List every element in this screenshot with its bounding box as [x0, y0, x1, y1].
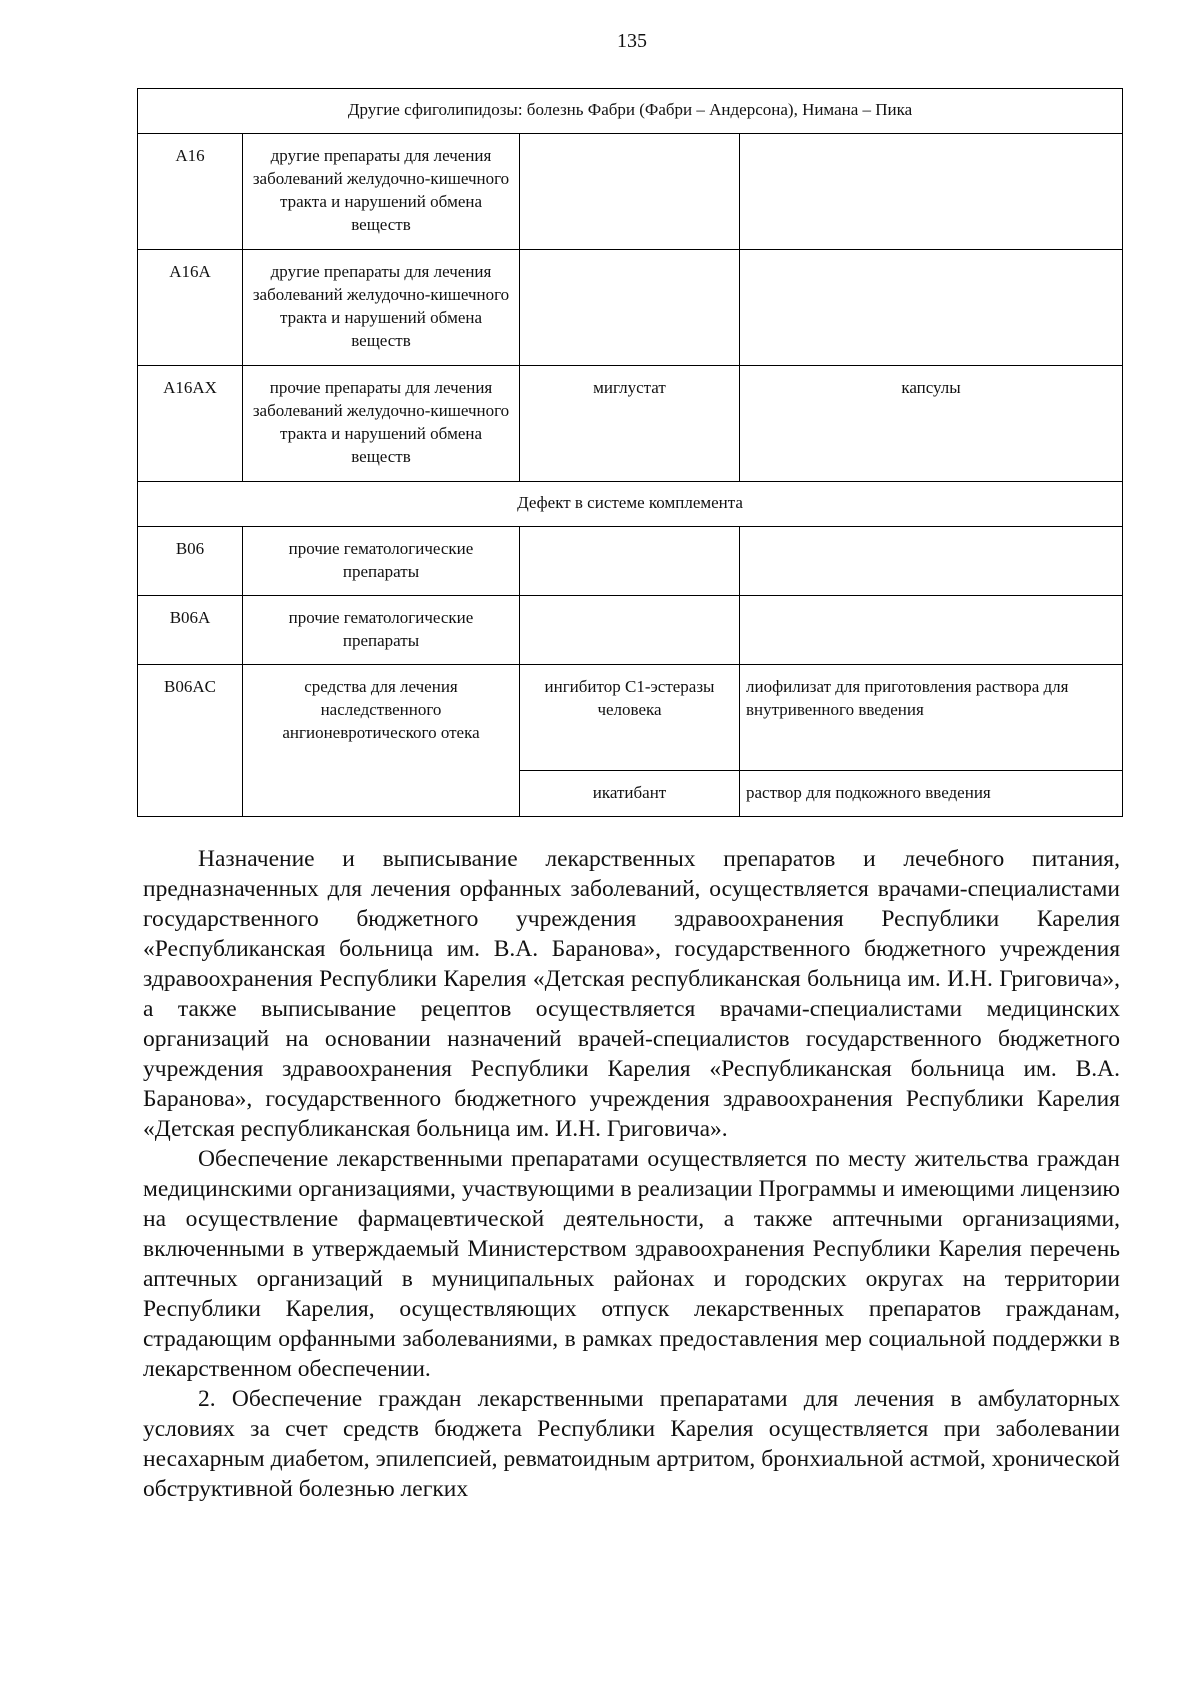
table-row	[138, 596, 1123, 665]
atc-code: B06	[138, 527, 243, 596]
dosage-form	[740, 596, 1123, 665]
table-row	[138, 134, 1123, 250]
drug-table	[137, 88, 1123, 817]
drug-name	[520, 134, 740, 250]
section-title: Дефект в системе комплемента	[138, 482, 1123, 527]
table-row	[138, 527, 1123, 596]
atc-code: B06A	[138, 596, 243, 665]
atc-group: прочие гематологические препараты	[243, 527, 520, 596]
dosage-form	[740, 527, 1123, 596]
section-header-row	[138, 482, 1123, 527]
atc-group: прочие препараты для лечения заболеваний желудочно-кишечного тракта и нарушений обмена веществ	[243, 366, 520, 482]
drug-name	[520, 596, 740, 665]
drug-name: ингибитор C1-эстеразы человека	[520, 665, 740, 771]
dosage-form	[740, 134, 1123, 250]
atc-code: A16A	[138, 250, 243, 366]
paragraph: Обеспечение лекарственными препаратами осуществляется по месту жительства граждан медицинскими организациями, участвующими в реализации Программы и имеющими лицензию на осуществление фармацевтической деятельности, а также аптечными организациями, включенными в утверждаемый Министерством здравоохранения Республики Карелия перечень аптечных организаций в муниципальных районах и городских округах на территории Республики Карелия, осуществляющих отпуск лекарственных препаратов гражданам, страдающим орфанными заболеваниями, в рамках предоставления мер социальной поддержки в лекарственном обеспечении.	[143, 1146, 1120, 1382]
table-row	[138, 250, 1123, 366]
dosage-form: лиофилизат для приготовления раствора для внутривенного введения	[740, 665, 1123, 771]
table-row	[138, 665, 1123, 771]
drug-name	[520, 250, 740, 366]
paragraph: 2. Обеспечение граждан лекарственными препаратами для лечения в амбулаторных условиях за счет средств бюджета Республики Карелия осуществляется при заболевании несахарным диабетом, эпилепсией, ревматоидным артритом, бронхиальной астмой, хронической обструктивной болезнью легких	[143, 1386, 1120, 1502]
atc-group: средства для лечения наследственного ангионевротического отека	[243, 665, 520, 817]
dosage-form: капсулы	[740, 366, 1123, 482]
drug-name	[520, 527, 740, 596]
table-row	[138, 366, 1123, 482]
atc-group: другие препараты для лечения заболеваний желудочно-кишечного тракта и нарушений обмена веществ	[243, 250, 520, 366]
dosage-form: раствор для подкожного введения	[740, 771, 1123, 817]
section-title: Другие сфиголипидозы: болезнь Фабри (Фабри – Андерсона), Нимана – Пика	[138, 89, 1123, 134]
body-text	[143, 844, 1120, 1504]
drug-name: миглустат	[520, 366, 740, 482]
atc-code: A16	[138, 134, 243, 250]
page-number: 135	[617, 30, 647, 52]
atc-code: A16AX	[138, 366, 243, 482]
paragraph: Назначение и выписывание лекарственных препаратов и лечебного питания, предназначенных для лечения орфанных заболеваний, осуществляется врачами-специалистами государственного бюджетного учреждения здравоохранения Республики Карелия «Республиканская больница им. В.А. Баранова», государственного бюджетного учреждения здравоохранения Республики Карелия «Детская республиканская больница им. И.Н. Григовича», а также выписывание рецептов осуществляется врачами-специалистами медицинских организаций на основании назначений врачей-специалистов государственного бюджетного учреждения здравоохранения Республики Карелия «Республиканская больница им. В.А. Баранова», государственного бюджетного учреждения здравоохранения Республики Карелия «Детская республиканская больница им. И.Н. Григовича».	[143, 846, 1120, 1142]
dosage-form	[740, 250, 1123, 366]
atc-group: прочие гематологические препараты	[243, 596, 520, 665]
atc-code: B06AC	[138, 665, 243, 817]
section-header-row	[138, 89, 1123, 134]
drug-name: икатибант	[520, 771, 740, 817]
atc-group: другие препараты для лечения заболеваний желудочно-кишечного тракта и нарушений обмена веществ	[243, 134, 520, 250]
